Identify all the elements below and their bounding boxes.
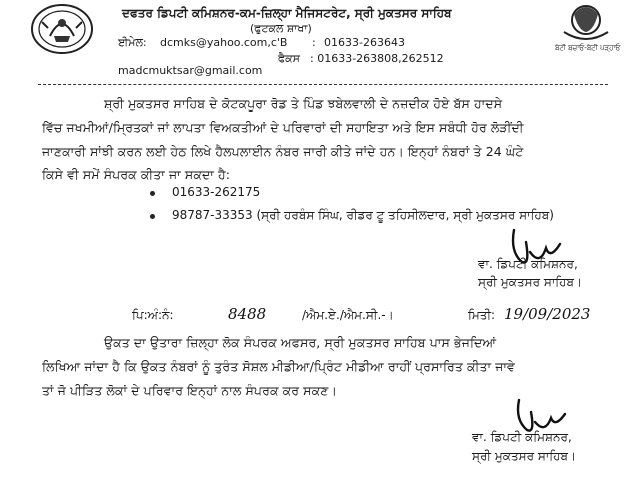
- notice-line-1: ਸ਼੍ਰੀ ਮੁਕਤਸਰ ਸਾਹਿਬ ਦੇ ਕੋਟਕਪੂਰਾ ਰੋਡ ਤੇ ਪਿੰਡ ਝਬੇਲਵਾਲੀ ਦੇ ਨਜ਼ਦੀਕ ਹੋਏ ਬੱਸ ਹਾਦਸੇ: [104, 96, 503, 111]
- bullet-icon: [150, 214, 155, 219]
- helpline-2: 98787-33353 (ਸ੍ਰੀ ਹਰਬੰਸ ਸਿੰਘ, ਰੀਡਰ ਟੂ ਤਹਿਸੀਲਦਾਰ, ਸ੍ਰੀ ਮੁਕਤਸਰ ਸਾਹਿਬ): [172, 208, 554, 222]
- dispatch-date-label: ਮਿਤੀ:: [468, 308, 496, 322]
- signature-1-place: ਸ੍ਰੀ ਮੁਕਤਸਰ ਸਾਹਿਬ।: [478, 275, 583, 289]
- branch-name: (ਫੁਟਕਲ ਸ਼ਾਖਾ): [250, 22, 312, 35]
- copy-line-1: ਉਕਤ ਦਾ ਉਤਾਰਾ ਜ਼ਿਲ੍ਹਾ ਲੋਕ ਸੰਪਰਕ ਅਫਸਰ, ਸ੍ਰੀ ਮੁਕਤਸਰ ਸਾਹਿਬ ਪਾਸ ਭੇਜਦਿਆਂ: [104, 335, 497, 350]
- signature-2-designation: ਵਾ. ਡਿਪਟੀ ਕਮਿਸ਼ਨਰ,: [472, 430, 572, 444]
- dispatch-number-value: 8488: [228, 305, 267, 323]
- office-title: ਦਫਤਰ ਡਿਪਟੀ ਕਮਿਸ਼ਨਰ-ਕਮ-ਜ਼ਿਲ੍ਹਾ ਮੈਜਿਸਟਰੇਟ, ਸ੍ਰੀ ਮੁਕਤਸਰ ਸਾਹਿਬ: [122, 6, 452, 20]
- notice-line-2: ਵਿੱਚ ਜਖਮੀਆਂ/ਮ੍ਰਿਤਕਾਂ ਜਾਂ ਲਾਪਤਾ ਵਿਅਕਤੀਆਂ ਦੇ ਪਰਿਵਾਰਾਂ ਦੀ ਸਹਾਇਤਾ ਅਤੇ ਇਸ ਸਬੰਧੀ ਹੋਰ ਲੋੜੀਂਦੀ: [42, 120, 524, 135]
- copy-line-3: ਤਾਂ ਜੋ ਪੀੜਿਤ ਲੋਕਾਂ ਦੇ ਪਰਿਵਾਰ ਇਨ੍ਹਾਂ ਨਾਲ ਸੰਪਰਕ ਕਰ ਸਕਣ।: [42, 383, 337, 398]
- dispatch-number-label: ਪਿ:ਅੰ:ਨੰ:: [132, 308, 174, 322]
- fax-label: ਫੈਕਸ: [278, 52, 301, 65]
- govt-emblem-icon: [28, 2, 96, 56]
- signature-2-place: ਸ੍ਰੀ ਮੁਕਤਸਰ ਸਾਹਿਬ।: [472, 449, 577, 463]
- email-value-2: madcmuktsar@gmail.com: [118, 64, 263, 77]
- signature-1-designation: ਵਾ. ਡਿਪਟੀ ਕਮਿਸ਼ਨਰ,: [478, 257, 578, 271]
- notice-line-4: ਕਿਸੇ ਵੀ ਸਮੇਂ ਸੰਪਰਕ ਕੀਤਾ ਜਾ ਸਕਦਾ ਹੈ:: [42, 167, 231, 182]
- copy-line-2: ਲਿਖਿਆ ਜਾਂਦਾ ਹੈ ਕਿ ਉਕਤ ਨੰਬਰਾਂ ਨੂੰ ਤੁਰੰਤ ਸੋਸ਼ਲ ਮੀਡੀਆ/ਪ੍ਰਿੰਟ ਮੀਡੀਆ ਰਾਹੀਂ ਪ੍ਰਸਾਰਿਤ ਕੀਤਾ ਜਾਵੇ: [42, 359, 515, 374]
- notice-line-3: ਜਾਣਕਾਰੀ ਸਾਂਝੀ ਕਰਨ ਲਈ ਹੇਠ ਲਿਖੇ ਹੈਲਪਲਾਈਨ ਨੰਬਰ ਜਾਰੀ ਕੀਤੇ ਜਾਂਦੇ ਹਨ। ਇਨ੍ਹਾਂ ਨੰਬਰਾਂ ਤੇ 24 ਘੰਟੇ: [42, 144, 524, 159]
- emblem-caption: ਬੇਟੀ ਬਚਾਓ-ਬੇਟੀ ਪੜ੍ਹਾਓ: [555, 44, 621, 52]
- helpline-1: 01633-262175: [172, 185, 261, 199]
- fax-value: : 01633-263808,262512: [310, 52, 444, 65]
- header-divider: [38, 84, 608, 85]
- email-label: ਈਮੇਲ:: [118, 36, 147, 49]
- dispatch-reference: /ਐਮ.ਏ./ਐਮ.ਸੀ.-।: [302, 308, 394, 322]
- bullet-icon: [150, 191, 155, 196]
- dispatch-date-value: 19/09/2023: [504, 305, 591, 323]
- phone-prefix: :: [312, 36, 316, 49]
- phone-value: 01633-263643: [324, 36, 405, 49]
- email-value: dcmks@yahoo.com,c'B: [160, 36, 288, 49]
